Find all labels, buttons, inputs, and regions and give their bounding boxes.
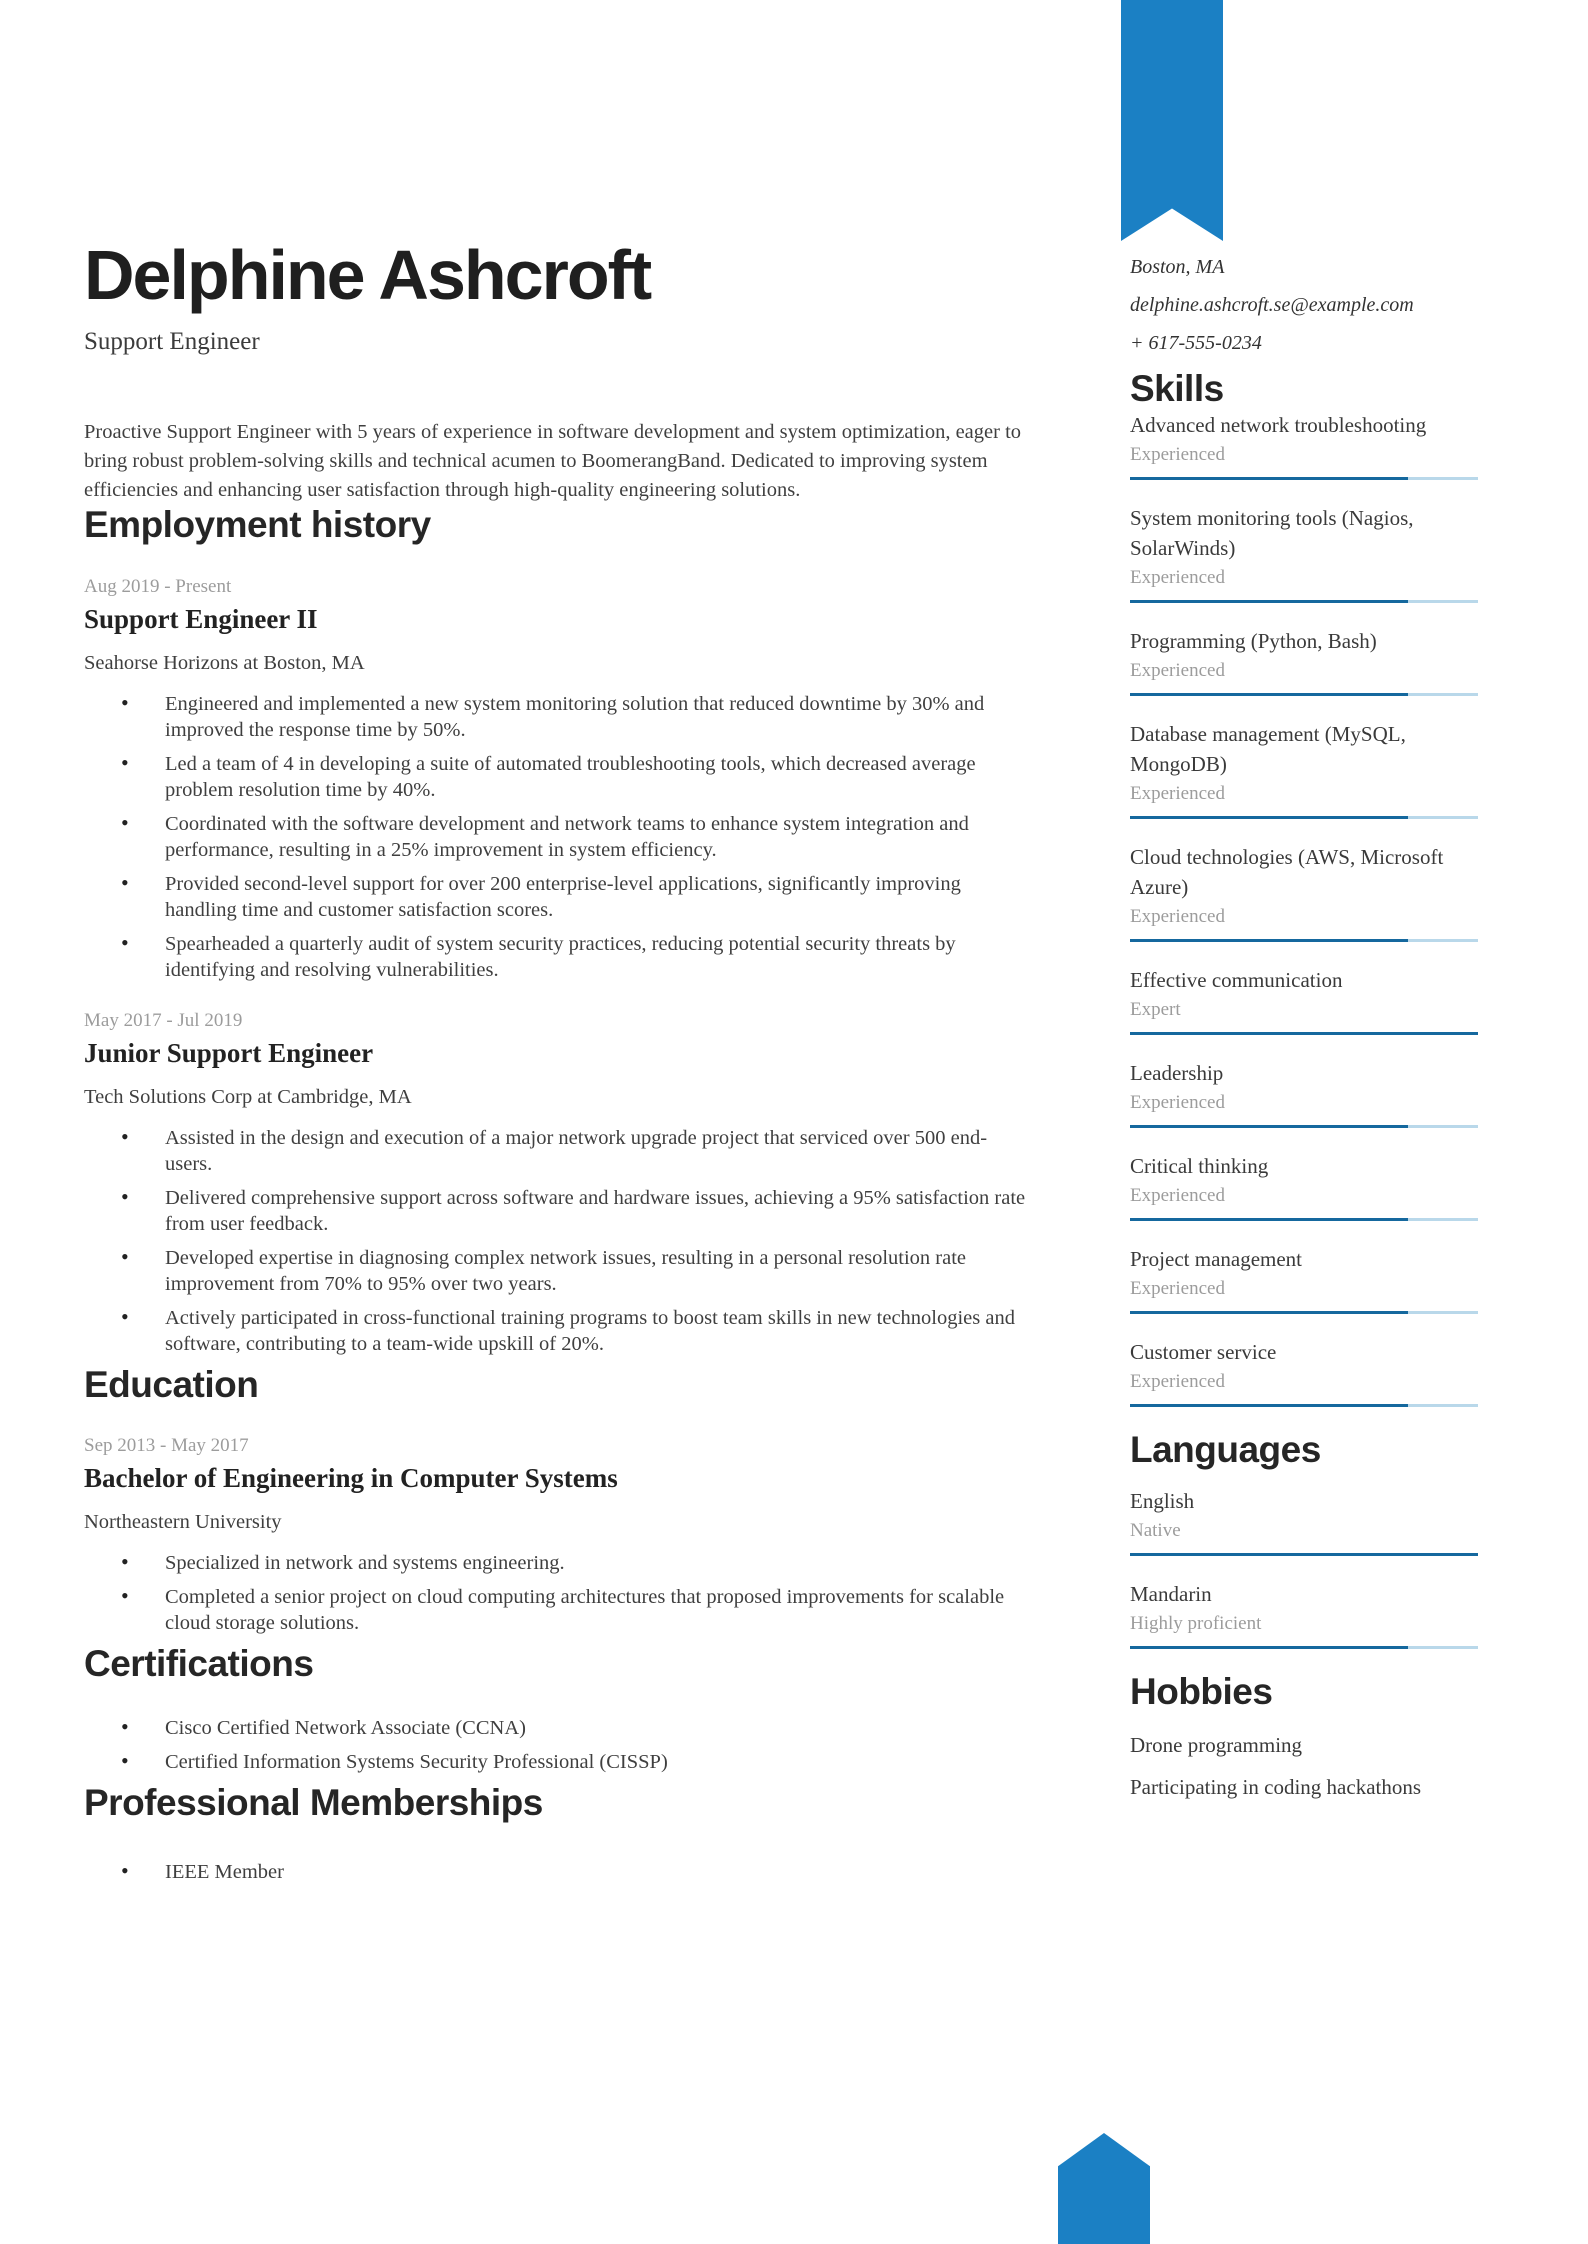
skill-progress-fill (1130, 1032, 1478, 1035)
skill-level: Experienced (1130, 1370, 1225, 1392)
skill-progress-track (1130, 477, 1478, 480)
skill-name: Advanced network troubleshooting (1130, 412, 1427, 437)
skill-level: Experienced (1130, 659, 1225, 681)
job-bullet: • Assisted in the design and execution of a major network upgrade project that serviced over 500 end-users. (84, 1125, 1034, 1177)
education-school: Northeastern University (84, 1511, 282, 1534)
skill-name: System monitoring tools (Nagios, SolarWinds) (1130, 505, 1414, 560)
section-heading-hobbies: Hobbies (1130, 1671, 1273, 1713)
skill-progress-track (1130, 1032, 1478, 1035)
skill-progress-track (1130, 939, 1478, 942)
skill-level: Experienced (1130, 566, 1225, 588)
skill-progress-fill (1130, 1311, 1408, 1314)
skill-progress-fill (1130, 816, 1408, 819)
contact-phone: + 617-555-0234 (1130, 332, 1262, 354)
education-degree: Bachelor of Engineering in Computer Systems (84, 1463, 618, 1494)
skill-item (1130, 719, 1478, 819)
skill-name: Leadership (1130, 1060, 1224, 1085)
skill-item (1130, 1244, 1478, 1314)
sidebar-column (1130, 0, 1478, 1802)
skill-item (1130, 965, 1478, 1035)
language-progress-track (1130, 1553, 1478, 1556)
hobby-item: Participating in coding hackathons (1130, 1775, 1422, 1800)
education-bullet: • Specialized in network and systems engineering. (84, 1550, 1034, 1576)
section-heading-certifications: Certifications (84, 1643, 314, 1685)
job-title: Support Engineer II (84, 603, 318, 634)
skill-item (1130, 1337, 1478, 1407)
membership-list (84, 1859, 1034, 1885)
section-heading-education: Education (84, 1363, 259, 1405)
skill-level: Experienced (1130, 1277, 1225, 1299)
skill-progress-fill (1130, 1218, 1408, 1221)
skill-level: Experienced (1130, 443, 1225, 465)
skill-name: Cloud technologies (AWS, Microsoft Azure) (1130, 844, 1444, 899)
skill-level: Experienced (1130, 1184, 1225, 1206)
section-heading-skills: Skills (1130, 368, 1224, 409)
skill-level: Expert (1130, 998, 1181, 1020)
bottom-pentagon-shape (1058, 2133, 1150, 2244)
job-bullet: • Led a team of 4 in developing a suite of automated troubleshooting tools, which decreased average problem resolution time by 40%. (84, 751, 1034, 803)
contact-block (1130, 0, 1478, 355)
skill-progress-track (1130, 1404, 1478, 1407)
job-bullet-list (84, 1125, 1034, 1357)
job-title: Junior Support Engineer (84, 1037, 374, 1068)
membership-item: • IEEE Member (84, 1859, 1034, 1885)
education-entry (84, 1434, 1034, 1636)
job-bullet: • Actively participated in cross-functional training programs to boost team skills in new technologies and software, contributing to a team-wide upskill of 20%. (84, 1305, 1034, 1357)
education-dates: Sep 2013 - May 2017 (84, 1435, 249, 1457)
certification-list (84, 1715, 1034, 1775)
skill-progress-track (1130, 1218, 1478, 1221)
hobby-item: Drone programming (1130, 1733, 1303, 1758)
skill-item (1130, 1058, 1478, 1128)
skill-name: Database management (MySQL, MongoDB) (1130, 721, 1406, 776)
skill-progress-fill (1130, 939, 1408, 942)
job-bullet: • Provided second-level support for over 200 enterprise-level applications, significantly improving handling time and customer satisfaction scores. (84, 871, 1034, 923)
contact-email: delphine.ashcroft.se@example.com (1130, 294, 1414, 316)
job-bullet: • Engineered and implemented a new system monitoring solution that reduced downtime by 30% and improved the response time by 50%. (84, 691, 1034, 743)
skill-name: Effective communication (1130, 967, 1343, 992)
skill-progress-fill (1130, 477, 1408, 480)
skill-progress-track (1130, 600, 1478, 603)
skill-progress-fill (1130, 1125, 1408, 1128)
employment-entry (84, 575, 1034, 983)
skill-level: Experienced (1130, 1091, 1225, 1113)
skill-name: Critical thinking (1130, 1153, 1269, 1178)
education-bullet-list (84, 1550, 1034, 1636)
skill-progress-track (1130, 1125, 1478, 1128)
job-bullet: • Coordinated with the software development and network teams to enhance system integration and performance, resulting in a 25% improvement in system efficiency. (84, 811, 1034, 863)
section-heading-languages: Languages (1130, 1428, 1321, 1470)
job-bullet: • Delivered comprehensive support across software and hardware issues, achieving a 95% satisfaction rate from user feedback. (84, 1185, 1034, 1237)
language-name: Mandarin (1130, 1582, 1212, 1607)
job-company: Seahorse Horizons at Boston, MA (84, 651, 365, 674)
skill-level: Experienced (1130, 782, 1225, 804)
language-level: Native (1130, 1520, 1181, 1542)
section-heading-memberships: Professional Memberships (84, 1782, 543, 1824)
contact-location: Boston, MA (1130, 256, 1225, 278)
main-column (84, 0, 1034, 1893)
skill-progress-fill (1130, 1404, 1408, 1407)
language-progress-fill (1130, 1553, 1478, 1556)
certification-item: • Cisco Certified Network Associate (CCNA) (84, 1715, 1034, 1741)
job-dates: Aug 2019 - Present (84, 575, 232, 597)
skill-name: Project management (1130, 1246, 1303, 1271)
language-item (1130, 1579, 1478, 1649)
skill-progress-track (1130, 693, 1478, 696)
certification-item: • Certified Information Systems Security Professional (CISSP) (84, 1749, 1034, 1775)
section-heading-employment: Employment history (84, 504, 431, 545)
education-bullet: • Completed a senior project on cloud computing architectures that proposed improvements for scalable cloud storage solutions. (84, 1584, 1034, 1636)
job-dates: May 2017 - Jul 2019 (84, 1009, 243, 1031)
language-item (1130, 1486, 1478, 1556)
language-level: Highly proficient (1130, 1613, 1262, 1635)
skill-level: Experienced (1130, 905, 1225, 927)
job-bullet: • Spearheaded a quarterly audit of system security practices, reducing potential security threats by identifying and resolving vulnerabilities. (84, 931, 1034, 983)
candidate-job-title: Support Engineer (84, 328, 260, 355)
employment-entry (84, 1009, 1034, 1357)
skill-progress-track (1130, 816, 1478, 819)
skill-item (1130, 503, 1478, 603)
language-progress-track (1130, 1646, 1478, 1649)
skill-item (1130, 842, 1478, 942)
language-name: English (1130, 1489, 1195, 1514)
language-progress-fill (1130, 1646, 1408, 1649)
job-bullet: • Developed expertise in diagnosing complex network issues, resulting in a personal resolution rate improvement from 70% to 95% over two years. (84, 1245, 1034, 1297)
job-bullet-list (84, 691, 1034, 983)
skill-progress-track (1130, 1311, 1478, 1314)
skill-progress-fill (1130, 600, 1408, 603)
profile-summary: Proactive Support Engineer with 5 years of experience in software development and system optimization, eager to bring robust problem-solving skills and technical acumen to BoomerangBand. Dedicated to improving system efficiencies and enhancing user satisfaction through high-quality engineering solutions. (84, 421, 1022, 501)
skill-item (1130, 410, 1478, 480)
candidate-name: Delphine Ashcroft (84, 236, 651, 314)
skill-name: Programming (Python, Bash) (1130, 628, 1377, 653)
skill-item (1130, 626, 1478, 696)
skill-name: Customer service (1130, 1339, 1277, 1364)
skill-progress-fill (1130, 693, 1408, 696)
job-company: Tech Solutions Corp at Cambridge, MA (84, 1085, 412, 1108)
skill-item (1130, 1151, 1478, 1221)
